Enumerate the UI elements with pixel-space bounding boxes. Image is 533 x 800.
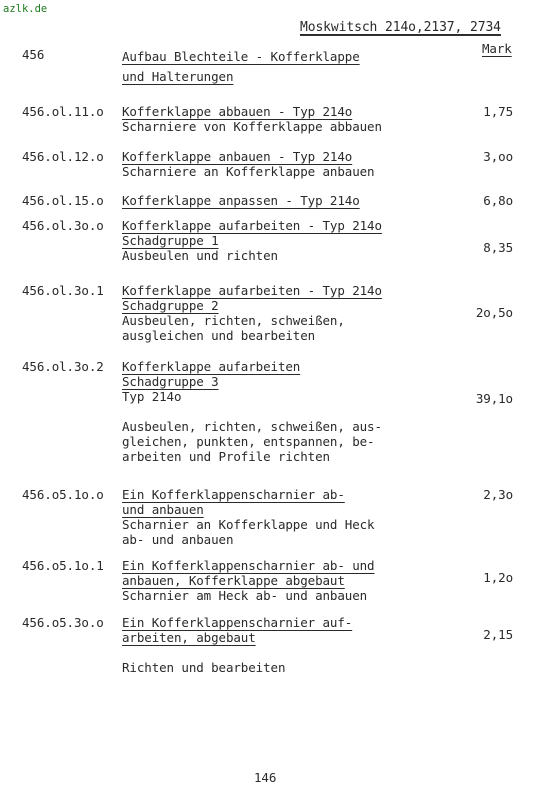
- operation-code: 456.ol.3o.2: [22, 359, 104, 374]
- price-value: 6,8o: [483, 193, 513, 208]
- operation-code: 456.ol.11.o: [22, 104, 104, 119]
- operation-description: [122, 558, 422, 603]
- description-line: arbeiten, abgebaut: [122, 630, 256, 645]
- description-line: Schadgruppe 2: [122, 298, 219, 313]
- description-line: und anbauen: [122, 502, 204, 517]
- description-line: Kofferklappe anbauen - Typ 214o: [122, 149, 353, 164]
- description-line: Typ 214o: [122, 389, 182, 404]
- price-value: 8,35: [483, 240, 513, 255]
- price-column-header: Mark: [482, 41, 512, 56]
- description-line: Scharnier an Kofferklappe und Heck: [122, 517, 375, 532]
- price-value: 2o,5o: [475, 305, 513, 320]
- description-line: Ein Kofferklappenscharnier auf-: [122, 615, 353, 630]
- operation-code: 456.o5.1o.o: [22, 487, 104, 502]
- price-value: 2,3o: [483, 487, 513, 502]
- operation-description: [122, 359, 422, 464]
- price-value: 3,oo: [483, 149, 513, 164]
- description-line: Scharniere von Kofferklappe abbauen: [122, 119, 382, 134]
- page-number: 146: [254, 770, 277, 785]
- description-line: Kofferklappe aufarbeiten - Typ 214o: [122, 218, 382, 233]
- page-header-title: [300, 20, 501, 35]
- description-line: gleichen, punkten, entspannen, be-: [122, 434, 375, 449]
- operation-description: [122, 283, 422, 343]
- description-line: Kofferklappe aufarbeiten: [122, 359, 301, 374]
- price-value: 39,1o: [475, 391, 513, 406]
- operation-description: [122, 104, 422, 134]
- description-line: anbauen, Kofferklappe abgebaut: [122, 573, 345, 588]
- operation-code: 456.o5.1o.1: [22, 558, 104, 573]
- description-line: ab- und anbauen: [122, 532, 234, 547]
- description-line: Ausbeulen und richten: [122, 248, 278, 263]
- description-line: Ausbeulen, richten, schweißen, aus-: [122, 419, 382, 434]
- operation-code: 456.ol.3o.o: [22, 218, 104, 233]
- operation-description: [122, 615, 422, 675]
- operation-description: [122, 193, 422, 208]
- description-line: Ausbeulen, richten, schweißen,: [122, 313, 345, 328]
- section-title: [122, 47, 360, 87]
- header-title-text: Moskwitsch 214o,2137, 2734: [300, 20, 501, 35]
- section-title-line-2: und Halterungen: [122, 69, 234, 84]
- description-line: arbeiten und Profile richten: [122, 449, 330, 464]
- watermark: azlk.de: [3, 3, 48, 15]
- price-value: 1,75: [483, 104, 513, 119]
- description-line: Scharnier am Heck ab- und anbauen: [122, 588, 368, 603]
- operation-code: 456.ol.12.o: [22, 149, 104, 164]
- description-line: Schadgruppe 1: [122, 233, 219, 248]
- section-number: 456: [22, 47, 45, 62]
- description-line: Kofferklappe aufarbeiten - Typ 214o: [122, 283, 382, 298]
- price-value: 1,2o: [483, 570, 513, 585]
- description-line: [122, 404, 422, 419]
- section-title-line-1: Aufbau Blechteile - Kofferklappe: [122, 49, 360, 64]
- description-line: Scharniere an Kofferklappe anbauen: [122, 164, 375, 179]
- operation-description: [122, 149, 422, 179]
- operation-description: [122, 218, 422, 263]
- operation-description: [122, 487, 422, 547]
- description-line: Richten und bearbeiten: [122, 660, 286, 675]
- description-line: [122, 645, 422, 660]
- price-value: 2,15: [483, 627, 513, 642]
- description-line: Ein Kofferklappenscharnier ab-: [122, 487, 345, 502]
- operation-code: 456.ol.3o.1: [22, 283, 104, 298]
- description-line: Ein Kofferklappenscharnier ab- und: [122, 558, 375, 573]
- operation-code: 456.o5.3o.o: [22, 615, 104, 630]
- description-line: Schadgruppe 3: [122, 374, 219, 389]
- description-line: Kofferklappe abbauen - Typ 214o: [122, 104, 353, 119]
- description-line: ausgleichen und bearbeiten: [122, 328, 316, 343]
- description-line: Kofferklappe anpassen - Typ 214o: [122, 193, 360, 208]
- operation-code: 456.ol.15.o: [22, 193, 104, 208]
